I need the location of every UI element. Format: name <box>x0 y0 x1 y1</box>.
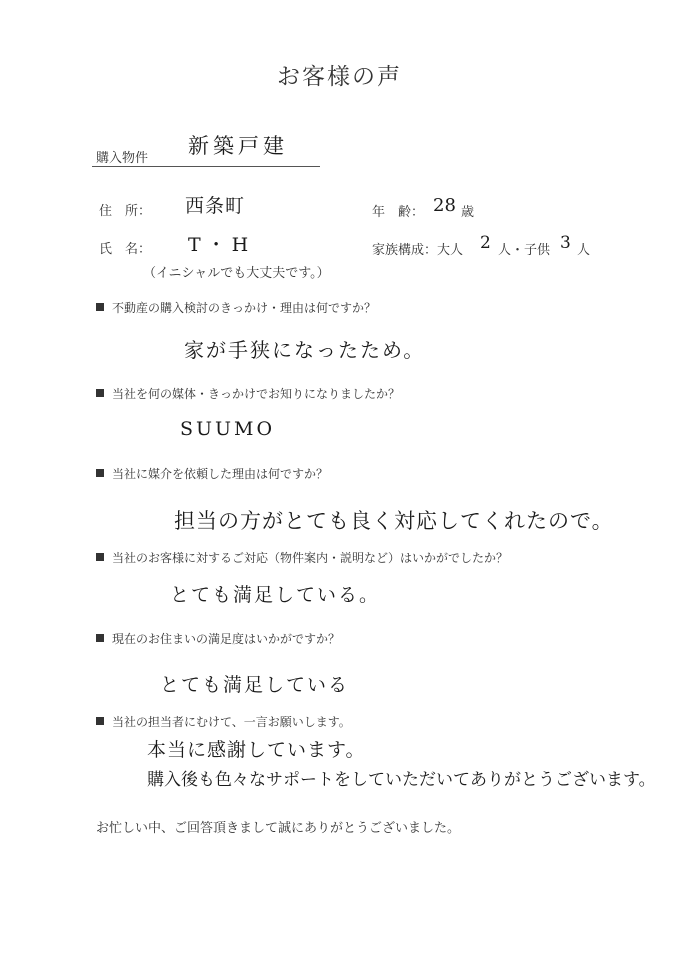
property-value: 新築戸建 <box>188 134 288 158</box>
address-label: 住 所： <box>99 204 152 219</box>
answer-1: 家が手狭になったため。 <box>184 338 426 362</box>
age-value: 28 <box>433 195 456 216</box>
age-unit: 歳 <box>461 205 475 220</box>
question-5 <box>96 630 340 647</box>
bullet-icon <box>96 389 104 397</box>
question-2 <box>96 385 400 402</box>
bullet-icon <box>96 303 104 311</box>
family-adults: 2 <box>480 233 491 253</box>
answer-2: SUUMO <box>180 418 276 440</box>
question-text: 当社に媒介を依頼した理由は何ですか？ <box>112 467 329 481</box>
name-label: 氏 名： <box>99 242 152 257</box>
page-title: お客様の声 <box>277 64 402 90</box>
bullet-icon <box>96 469 104 477</box>
answer-6-line-1: 本当に感謝しています。 <box>147 739 366 761</box>
question-4 <box>96 549 508 566</box>
answer-6-line-2: 購入後も色々なサポートをしていただいてありがとうございます。 <box>147 770 656 790</box>
question-text: 当社を何の媒体・きっかけでお知りになりましたか？ <box>112 387 401 401</box>
address-value: 西条町 <box>185 195 246 217</box>
name-note: （イニシャルでも大丈夫です。） <box>143 266 330 281</box>
question-text: 現在のお住まいの満足度はいかがですか？ <box>112 632 341 646</box>
answer-3: 担当の方がとても良く対応してくれたので。 <box>174 509 614 533</box>
question-6 <box>96 713 351 730</box>
question-3 <box>96 465 328 482</box>
bullet-icon <box>96 553 104 561</box>
closing-message: お忙しい中、ご回答頂きまして誠にありがとうございました。 <box>96 821 461 836</box>
family-children: 3 <box>560 233 571 253</box>
question-text: 当社のお客様に対するご対応（物件案内・説明など）はいかがでしたか？ <box>112 551 509 565</box>
property-label: 購入物件 <box>96 151 149 166</box>
age-label: 年 齢： <box>372 205 425 220</box>
family-mid: 人・子供 <box>498 243 551 258</box>
answer-4: とても満足している。 <box>170 584 381 606</box>
bullet-icon <box>96 717 104 725</box>
question-text: 当社の担当者にむけて、一言お願いします。 <box>112 715 351 729</box>
bullet-icon <box>96 634 104 642</box>
answer-5: とても満足している <box>160 674 350 696</box>
family-label: 家族構成：大人 <box>372 243 464 258</box>
name-value: T・H <box>188 234 255 256</box>
question-text: 不動産の購入検討のきっかけ・理由は何ですか？ <box>112 301 377 315</box>
family-unit: 人 <box>577 243 591 258</box>
question-1 <box>96 299 376 316</box>
property-underline <box>92 166 320 167</box>
